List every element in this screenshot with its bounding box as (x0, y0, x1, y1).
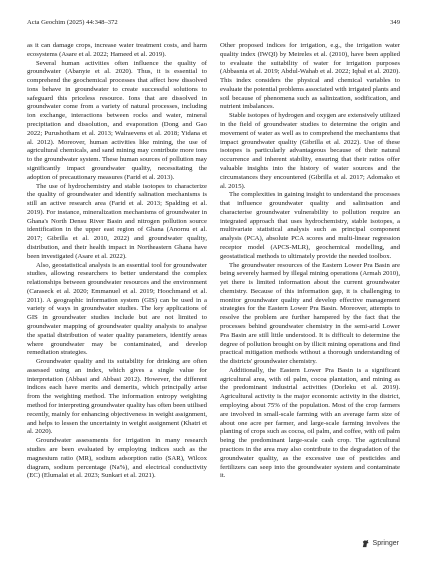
paragraph: Other proposed indices for irrigation, e.g., the irrigation water quality index (IWQI) by Meireles et al. (2010), have been applied to evaluate the suitability of water for irrigation purposes (Abbasnia et al. 2019; Abdul-Wahab et al. 2022; Iqbal et al. 2020). This index considers the physical and chemical variables to evaluate the potential problems associated with irrigated plants and soil because of phenomena such as salinization, sodification, and nutrient imbalances. (220, 42, 400, 111)
publisher-footer (361, 538, 399, 548)
paragraph: The complexities in gaining insight to understand the processes that influence groundwater quality and salinisation and characterise groundwater vulnerability to pollution require an integrated approach that uses hydrochemistry, stable isotopes, a multivariate statistical analysis such as principal component analysis (PCA), absolute PCA scores and multi-linear regression receptor model (APCS-MLR), geochemical modelling, and geostatistical methods to ultimately provide the needed toolbox. (220, 191, 400, 260)
paragraph: Stable isotopes of hydrogen and oxygen are extensively utilized in the field of groundwater studies to determine the origin and movement of water as well as to comprehend the mechanisms that impact groundwater quality (Gibrilla et al. 2022). Use of these isotopes is particularly advantageous because of their natural occurrence and inherent stability, ensuring that their ratios offer valuable insights into the history of water sources and the circumstances they encountered (Gibrilla et al. 2017; Adomako et al. 2015). (220, 112, 400, 190)
left-column (27, 42, 207, 537)
paragraph: Also, geostatistical analysis is an essential tool for groundwater studies, allowing researchers to better understand the complex relationships between groundwater resources and the environment (Caraseck et al. 2020; Emmanuel et al. 2019; Hoochmand et al. 2011). A geographic information system (GIS) can be used in a variety of ways in groundwater studies. The key applications of GIS in groundwater studies include but are not limited to groundwater mapping of groundwater quality analysis to analyse the spatial distribution of water quality parameters, identify areas where groundwater may be contaminated, and develop remediation strategies. (27, 261, 207, 357)
paragraph: Groundwater quality and its suitability for drinking are often assessed using an index, which gives a single value for interpretation (Abbasi and Abbasi 2012). However, the different indices each have merits and demerits, which principally arise from the weighting method. The information entropy weighting method for interpreting groundwater quality has often been utilised recently, mainly for enhancing objectiveness in weight assignment, and helps to lessen the uncertainty in weight assignment (Khatri et al. 2020). (27, 358, 207, 436)
paragraph: Additionally, the Eastern Lower Pra Basin is a significant agricultural area, with oil palm, cocoa plantation, and mining as the predominant industrial activities (Dorleku et al. 2019). Agricultural activity is the major economic activity in the district, employing about 75% of the population. Most of the crop farmers are involved in small-scale farming with an average farm size of about one acre per farmer, and large-scale farming involves the planting of crops such as cocoa, oil palm, and coffee, with oil palm being the predominant large-scale cash crop. The agricultural practices in the area may also contribute to the degradation of the groundwater quality, as the excessive use of pesticides and fertilizers can seep into the groundwater system and contaminate it. (220, 366, 400, 480)
running-header (27, 18, 400, 28)
paragraph: as it can damage crops, increase water treatment costs, and harm ecosystems (Asare et al. 2022; Hameed et al. 2019). (27, 42, 207, 58)
journal-citation: Acta Geochim (2025) 44:348–372 (27, 19, 118, 26)
publisher-name: Springer (372, 539, 399, 547)
page-number: 349 (390, 19, 400, 26)
paragraph: Several human activities often influence the quality of groundwater (Abanyie et al. 2020). Thus, it is essential to comprehend the geochemical processes that affect how dissolved ions behave in groundwater to create successful solutions to safeguard this priceless resource. Ions that are dissolved in groundwater come from a variety of natural processes, including ion exchange, interactions between rocks and water, mineral precipitation and dissolution, and evaporation (Dong and Gao 2022; Purushotham et al. 2013; Walraevens et al. 2018; Yidana et al. 2012). Moreover, human activities like mining, the use of agricultural chemicals, and sand mining may contribute more ions to the groundwater system. These human sources of pollution may significantly impact groundwater quality, necessitating the adoption of precautionary measures (Farid et al. 2013). (27, 59, 207, 181)
paragraph: Groundwater assessments for irrigation in many research studies are been evaluated by employing indices such as the magnesium ratio (MR), sodium adsorption ratio (SAR), Wilcox diagram, sodium percentage (Na%), and electrical conductivity (EC) (Elumalai et al. 2023; Sunkari et al. 2021). (27, 437, 207, 480)
right-column (220, 42, 400, 537)
paragraph: The use of hydrochemistry and stable isotopes to characterize the quality of groundwater and identify salination mechanisms is still an active research area (Farid et al. 2013; Spalding et al. 2019). For instance, mineralization mechanisms of groundwater in Ghana's North Densu River Basin and nitrogen pollution source identification in the upper east region of Ghana (Anornu et al. 2017; Gibrilla et al. 2010, 2022) and groundwater quality, distribution, and their health impact in Northeastern Ghana have been investigated (Asare et al. 2022). (27, 182, 207, 260)
paragraph: The groundwater resources of the Eastern Lower Pra Basin are being severely harmed by illegal mining operations (Armah 2010), yet there is limited information about the current groundwater chemistry. Because of this information gap, it is challenging to monitor groundwater quality and develop effective management strategies for the Eastern Lower Pra Basin. Moreover, attempts to resolve the problem are further hampered by the fact that the processes behind groundwater chemistry in the semi-arid Lower Pra Basin are still little understood. It is difficult to determine the degree of pollution brought on by illicit mining operations and find practical mitigation methods without a thorough understanding of the districts' groundwater chemistry. (220, 261, 400, 366)
springer-horse-icon (361, 539, 370, 548)
